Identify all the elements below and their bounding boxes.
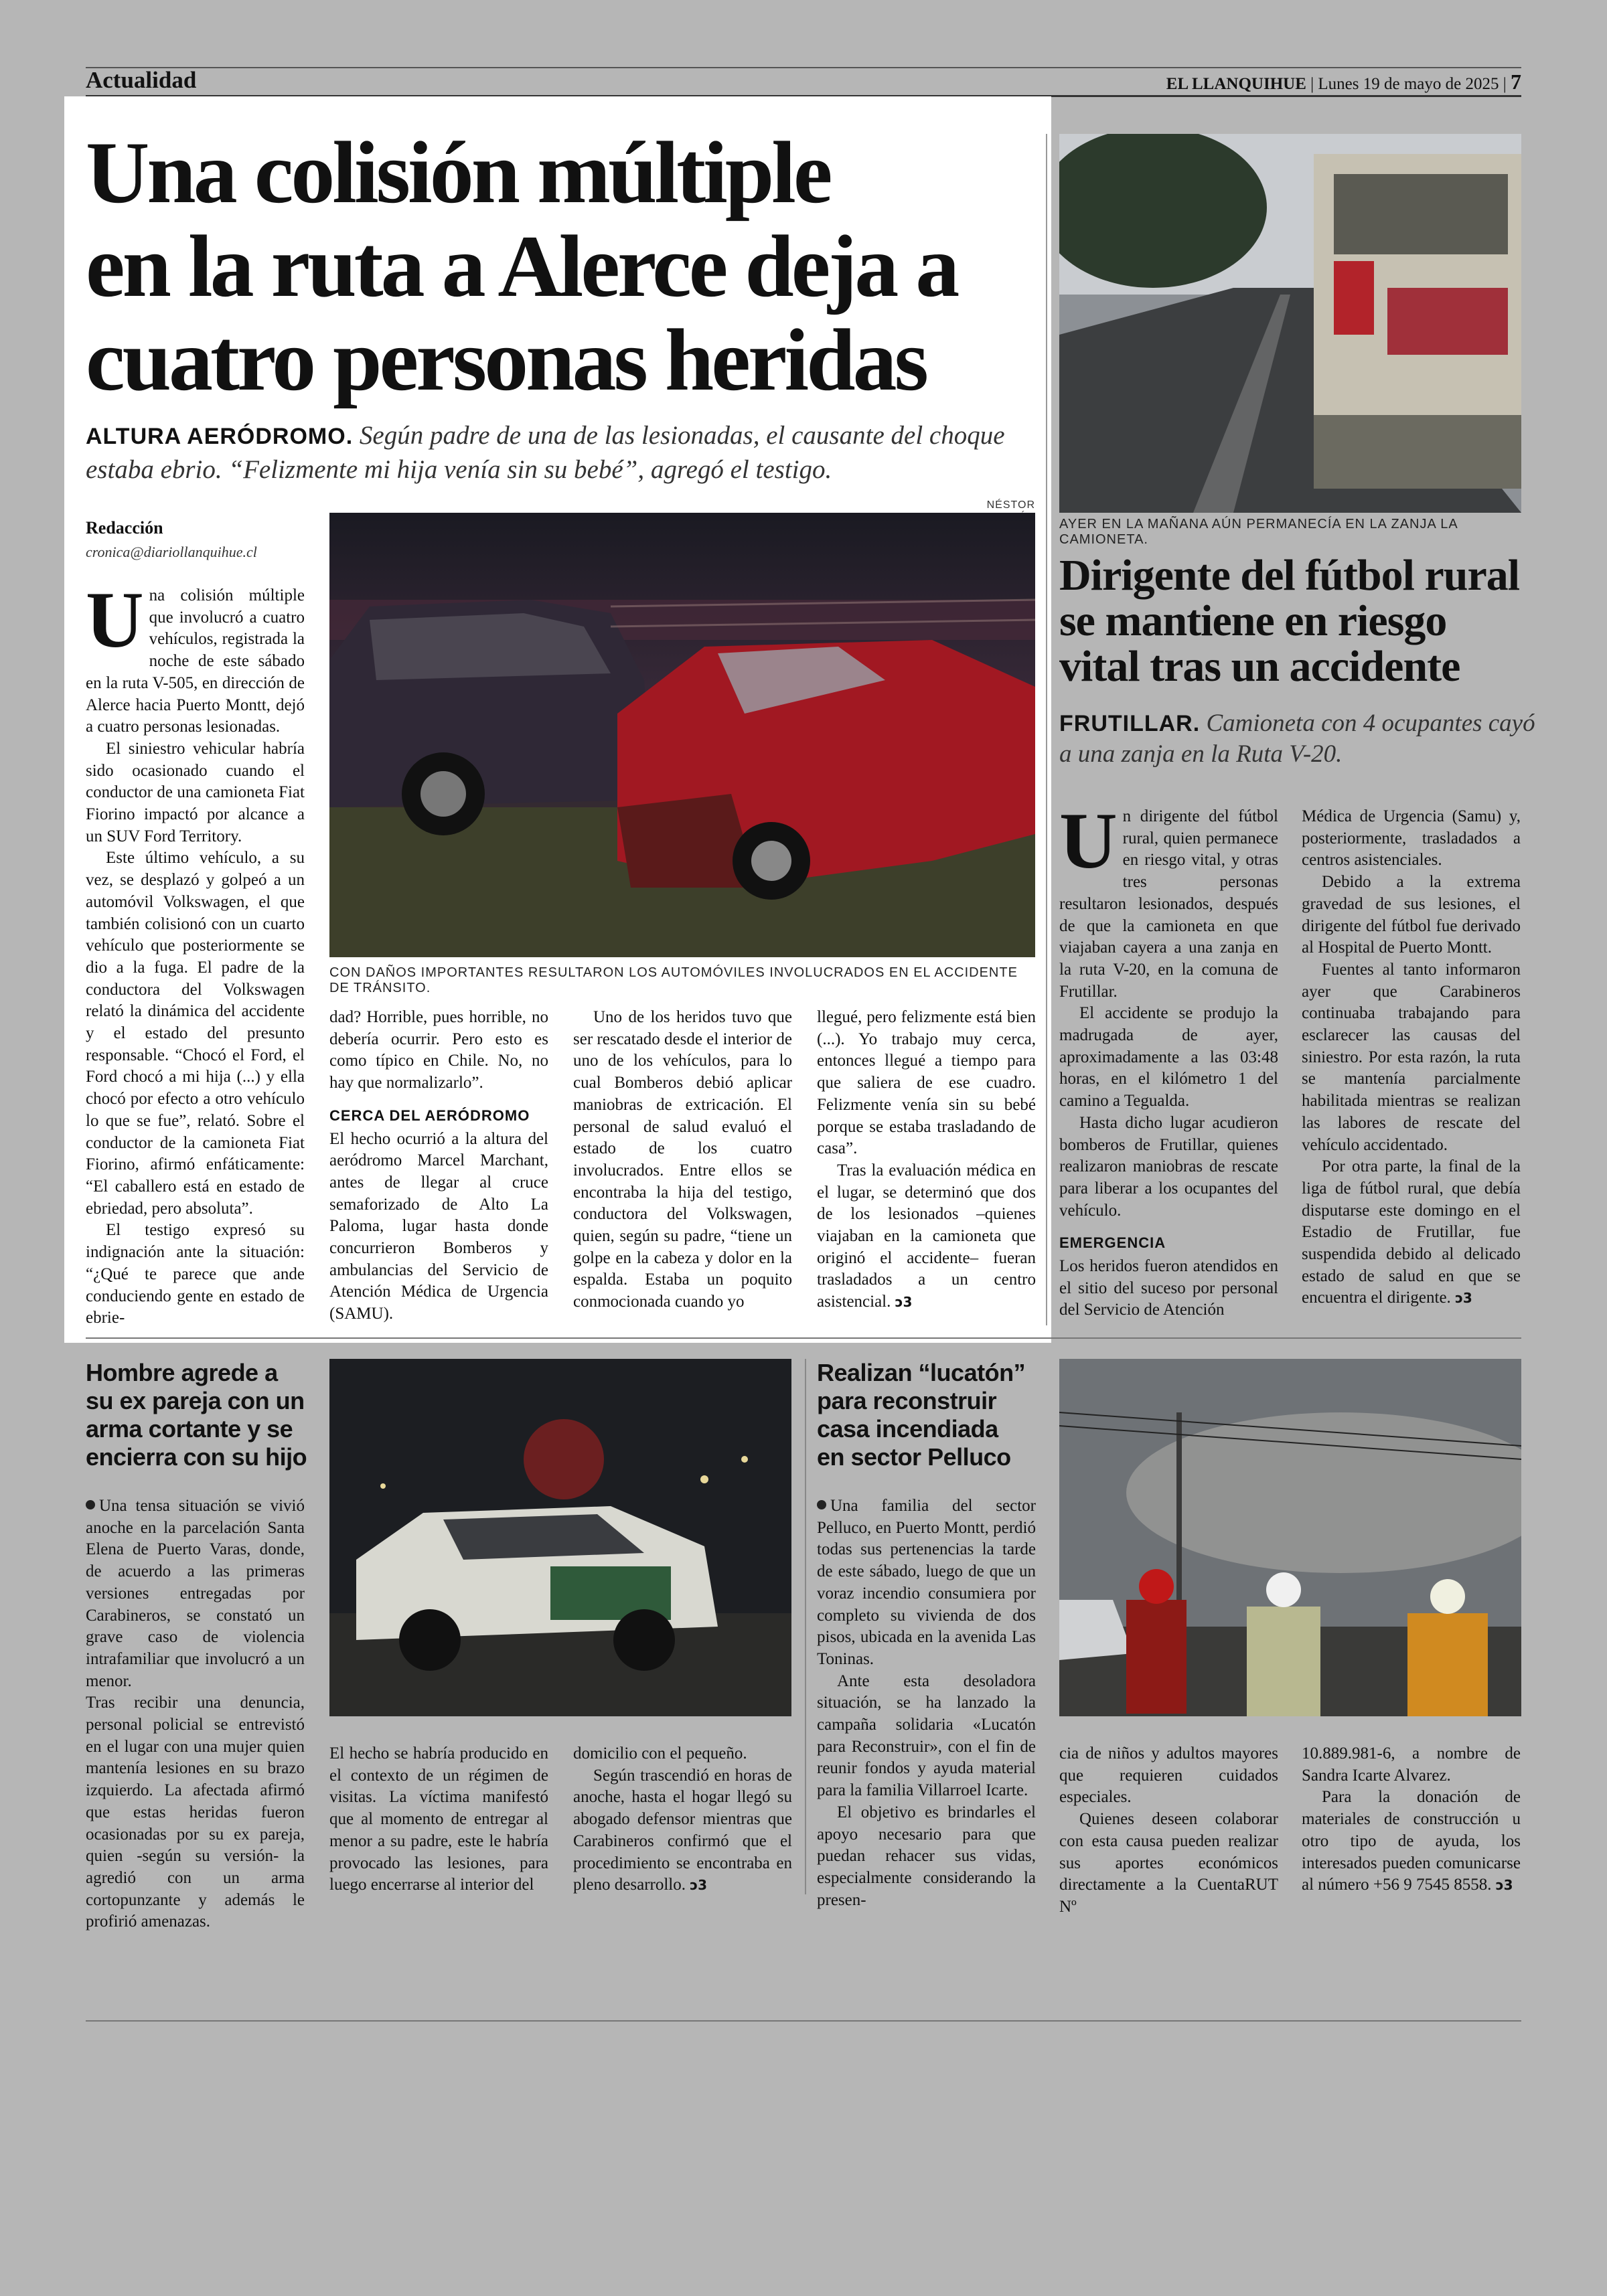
issue-date: Lunes 19 de mayo de 2025 bbox=[1318, 75, 1499, 93]
main-photo-credit: NÉSTOR bbox=[986, 499, 1035, 511]
main-headline-line-2: en la ruta a Alerce deja a bbox=[86, 217, 958, 315]
story3-headline bbox=[86, 1359, 313, 1471]
main-col1-p1: na colisión múltiple que involucró a cuatro vehículos, registrada la noche de este sábado en la ruta V-505, en dirección de Alerce hacia Puerto Montt, dejó a cuatro personas lesionadas. bbox=[86, 586, 305, 736]
main-col2-lead: dad? Horrible, pues horrible, no debería ocurrir. Pero esto es como típico en Chile. No, no hay que normalizarlo”. bbox=[329, 1008, 548, 1092]
main-col-3 bbox=[573, 1007, 792, 1313]
main-col1-p3: Este último vehículo, a su vez, se desplazó y golpeó a un automóvil Volkswagen, el que también colisionó con un cuarto vehículo que posteriormente se dio a la fuga. El padre de la conductora del Volkswagen relató la dinámica del accidente y el estado del presunto responsable. “Chocó el Ford, el Ford chocó a mi hija (...) y ella chocó por efecto a otro vehículo lo que se fue”, relató. Sobre el conductor de la camioneta Fiat Fiorino, afirmó enfáticamente: “El caballero está en estado de ebriedad, pero absoluta”. bbox=[86, 849, 305, 1218]
story3-col-2 bbox=[329, 1743, 548, 1896]
header-top-rule bbox=[86, 67, 1521, 68]
newspaper-name: EL LLANQUIHUE bbox=[1166, 75, 1306, 93]
side-col1-p2: El accidente se produjo la madrugada de ayer, aproximadamente a las 03:48 horas, en el kilómetro 1 del camino a Tegualda. bbox=[1059, 1004, 1278, 1111]
story4-headline-line-4: en sector Pelluco bbox=[817, 1443, 1011, 1471]
story4-col3-lead: 10.889.981-6, a nombre de Sandra Icarte Alvarez. bbox=[1302, 1744, 1521, 1785]
story4-col1-p1: Una familia del sector Pelluco, en Puerto Montt, perdió todas sus pertenencias la tarde de este sábado, luego de que un voraz incendio consumiera por completo su vivienda de dos pisos, ubicada en la avenida Las Toninas. bbox=[817, 1497, 1036, 1668]
header-masthead: EL LLANQUIHUE | Lunes 19 de mayo de 2025 | 7 bbox=[1166, 70, 1521, 94]
main-headline-line-1: Una colisión múltiple bbox=[86, 123, 830, 222]
end-mark: ↄ3 bbox=[1495, 1877, 1513, 1894]
bullet-icon bbox=[86, 1500, 95, 1509]
page-number: 7 bbox=[1511, 70, 1521, 94]
main-col1-p4: El testigo expresó su indignación ante la situación: “¿Qué te parece que ande conduciendo gente en estado de ebrie- bbox=[86, 1221, 305, 1327]
main-col1-p2: El siniestro vehicular habría sido ocasionado cuando el conductor de una camioneta Fiat Fiorino impactó por alcance a un SUV Ford Territory. bbox=[86, 739, 305, 845]
side-headline-line-3: vital tras un accidente bbox=[1059, 642, 1460, 691]
story4-col-3 bbox=[1302, 1743, 1521, 1896]
story4-headline bbox=[817, 1359, 1045, 1471]
side-col1-p3: Hasta dicho lugar acudieron bomberos de Frutillar, quienes realizaron maniobras de rescate para liberar a los ocupantes del vehículo. bbox=[1059, 1113, 1278, 1220]
story4-photo-firefighters bbox=[1059, 1359, 1521, 1716]
main-col4-lead: llegué, pero felizmente está bien (...). Yo trabajo muy cerca, entonces llegué a tiempo para que saliera de ese cuadro. Felizmente venía sin su bebé porque se estaba trasladando de casa”. bbox=[817, 1008, 1036, 1158]
story4-col1-p3: El objetivo es brindarles el apoyo necesario para que puedan rehacer sus vidas, especialmente considerando la presen- bbox=[817, 1803, 1036, 1909]
story3-col1-p1: Una tensa situación se vivió anoche en la parcelación Santa Elena de Puerto Varas, donde, de acuerdo a las primeras versiones entregadas por Carabineros, se constató un grave caso de violencia intrafamiliar que involucró a un menor. bbox=[86, 1497, 305, 1690]
story3-headline-line-4: encierra con su hijo bbox=[86, 1443, 307, 1471]
story3-col2-text: El hecho se habría producido en el contexto de un régimen de visitas. La víctima manifestó que al momento de entregar al menor a su padre, este le habría provocado las lesiones, para luego encerrarse al interior del bbox=[329, 1744, 548, 1894]
story4-col-2 bbox=[1059, 1743, 1278, 1918]
main-col3-text: Uno de los heridos tuvo que ser rescatado desde el interior de uno de los vehículos, para lo cual Bomberos debió aplicar maniobras de extricación. El personal de salud evaluó el estado de los cuatro involucrados. Entre ellos se encontraba la hija del testigo, conductora del Volkswagen, quien, según su padre, “tiene un golpe en la cabeza y dolor en la espalda. Estaba un poquito conmocionada cuando yo bbox=[573, 1008, 792, 1311]
side-col2-p3: Fuentes al tanto informaron ayer que Carabineros continuaba trabajando para esclarecer las causas del siniestro. Por esta razón, la ruta se mantenía parcialmente habilitada mientras se realizan las labores de rescate del vehículo accidentado. bbox=[1302, 960, 1521, 1154]
side-subhead-emergencia: EMERGENCIA bbox=[1059, 1234, 1166, 1252]
byline-email: cronica@diariollanquihue.cl bbox=[86, 544, 257, 560]
side-kicker: FRUTILLAR. bbox=[1059, 711, 1201, 736]
main-col-1 bbox=[86, 575, 305, 1329]
story4-col3-p2: Para la donación de materiales de construcción u otro tipo de ayuda, los interesados pueden comunicarse al número +56 9 7545 8558. bbox=[1302, 1788, 1521, 1894]
side-col2-p4: Por otra parte, la final de la liga de fútbol rural, que debía disputarse este domingo en el Estadio de Frutillar, fue suspendida debido al delicado estado de salud en que se encuentra el dirigente. bbox=[1302, 1157, 1521, 1307]
side-headline bbox=[1059, 553, 1541, 689]
section-divider bbox=[86, 1337, 1521, 1339]
side-col2-lead: Médica de Urgencia (Samu) y, posteriormente, trasladados a centros asistenciales. bbox=[1302, 807, 1521, 870]
side-col2-p2: Debido a la extrema gravedad de sus lesiones, el dirigente del fútbol fue derivado al Hospital de Puerto Montt. bbox=[1302, 873, 1521, 957]
side-photo-caption: AYER EN LA MAÑANA AÚN PERMANECÍA EN LA ZANJA LA CAMIONETA. bbox=[1059, 517, 1458, 547]
story4-col2-lead: cia de niños y adultos mayores que requieren cuidados especiales. bbox=[1059, 1744, 1278, 1807]
story3-col3-lead: domicilio con el pequeño. bbox=[573, 1744, 747, 1762]
section-label: Actualidad bbox=[86, 67, 197, 93]
story4-headline-line-1: Realizan “lucatón” bbox=[817, 1359, 1026, 1386]
byline: Redacción bbox=[86, 518, 163, 538]
main-photo-caption: CON DAÑOS IMPORTANTES RESULTARON LOS AUTOMÓVILES INVOLUCRADOS EN EL ACCIDENTE DE TRÁNSITO. bbox=[329, 965, 1018, 995]
page-bottom-rule bbox=[86, 2020, 1521, 2022]
story3-photo-police-car bbox=[329, 1359, 791, 1716]
story3-col1-p2: Tras recibir una denuncia, personal policial se entrevistó en el lugar con una mujer quien mantenía lesiones en su brazo izquierdo. La afectada afirmó que estas heridas fueron ocasionadas por su ex pareja, quien -según su versión- la agredió con un arma cortopunzante y además le profirió amenazas. bbox=[86, 1694, 305, 1931]
side-col-2 bbox=[1302, 806, 1521, 1309]
main-col2-body: El hecho ocurrió a la altura del aeródromo Marcel Marchant, antes de llegar al cruce semaforizado de Alto La Paloma, lugar hasta donde concurrieron Bomberos y ambulancias del Servicio de Atención Médica de Urgencia (SAMU). bbox=[329, 1129, 548, 1323]
end-mark: ↄ3 bbox=[690, 1877, 708, 1894]
main-subhead-aerodromo: CERCA DEL AERÓDROMO bbox=[329, 1106, 530, 1124]
main-deck bbox=[86, 419, 1037, 487]
story4-headline-line-3: casa incendiada bbox=[817, 1415, 998, 1443]
side-deck bbox=[1059, 708, 1541, 770]
side-headline-line-2: se mantiene en riesgo bbox=[1059, 596, 1447, 645]
side-col1-lead: n dirigente del fútbol rural, quien permanece en riesgo vital, y otras tres personas resultaron lesionados, después de que la camioneta en que viajaban cayera a una zanja en la ruta V-20, en la comuna de Frutillar. bbox=[1059, 807, 1278, 1001]
story3-headline-line-1: Hombre agrede a bbox=[86, 1359, 278, 1386]
story3-col-1 bbox=[86, 1495, 305, 1933]
story4-col-1 bbox=[817, 1495, 1036, 1911]
side-deck-text: Camioneta con 4 ocupantes cayó a una zanja en la Ruta V-20. bbox=[1059, 710, 1535, 768]
main-col-2 bbox=[329, 1007, 548, 1325]
main-photo-crash bbox=[329, 513, 1035, 957]
story3-headline-line-2: su ex pareja con un bbox=[86, 1387, 305, 1414]
column-divider bbox=[1046, 134, 1047, 1325]
main-drop-cap: U bbox=[86, 575, 144, 664]
main-deck-text: Según padre de una de las lesionadas, el causante del choque estaba ebrio. “Felizmente mi hija venía sin su bebé”, agregó el testigo. bbox=[86, 421, 1005, 484]
bullet-icon bbox=[817, 1500, 826, 1509]
story3-col3-p2: Según trascendió en horas de anoche, hasta el hogar llegó su abogado defensor mientras que Carabineros confirmó que el procedimiento se encontraba en pleno desarrollo. bbox=[573, 1766, 792, 1894]
main-col4-body: Tras la evaluación médica en el lugar, se determinó que dos de los lesionados –quienes viajaban en la camioneta que originó el accidente– fueran trasladados a un centro asistencial. bbox=[817, 1161, 1036, 1311]
story3-col-3 bbox=[573, 1743, 792, 1896]
side-col1-p4: Los heridos fueron atendidos en el sitio del suceso por personal del Servicio de Atención bbox=[1059, 1257, 1278, 1319]
main-col-4 bbox=[817, 1007, 1036, 1313]
end-mark: ↄ3 bbox=[895, 1294, 913, 1311]
main-kicker: ALTURA AERÓDROMO. bbox=[86, 424, 354, 449]
side-col-1 bbox=[1059, 796, 1278, 1321]
story4-col2-p2: Quienes deseen colaborar con esta causa pueden realizar sus aportes económicos directamente a la CuentaRUT Nº bbox=[1059, 1810, 1278, 1916]
main-headline bbox=[86, 123, 1037, 409]
end-mark: ↄ3 bbox=[1455, 1290, 1472, 1307]
side-drop-cap: U bbox=[1059, 796, 1118, 885]
story4-col1-p2: Ante esta desoladora situación, se ha lanzado la campaña solidaria «Lucatón para Reconstruir», con el fin de reunir fondos y ayuda material para la familia Villarroel Icarte. bbox=[817, 1671, 1036, 1800]
main-headline-line-3: cuatro personas heridas bbox=[86, 311, 926, 409]
side-photo-truck bbox=[1059, 134, 1521, 513]
side-headline-line-1: Dirigente del fútbol rural bbox=[1059, 551, 1520, 600]
story4-headline-line-2: para reconstruir bbox=[817, 1387, 997, 1414]
story3-headline-line-3: arma cortante y se bbox=[86, 1415, 293, 1443]
bottom-column-divider bbox=[805, 1359, 806, 1894]
